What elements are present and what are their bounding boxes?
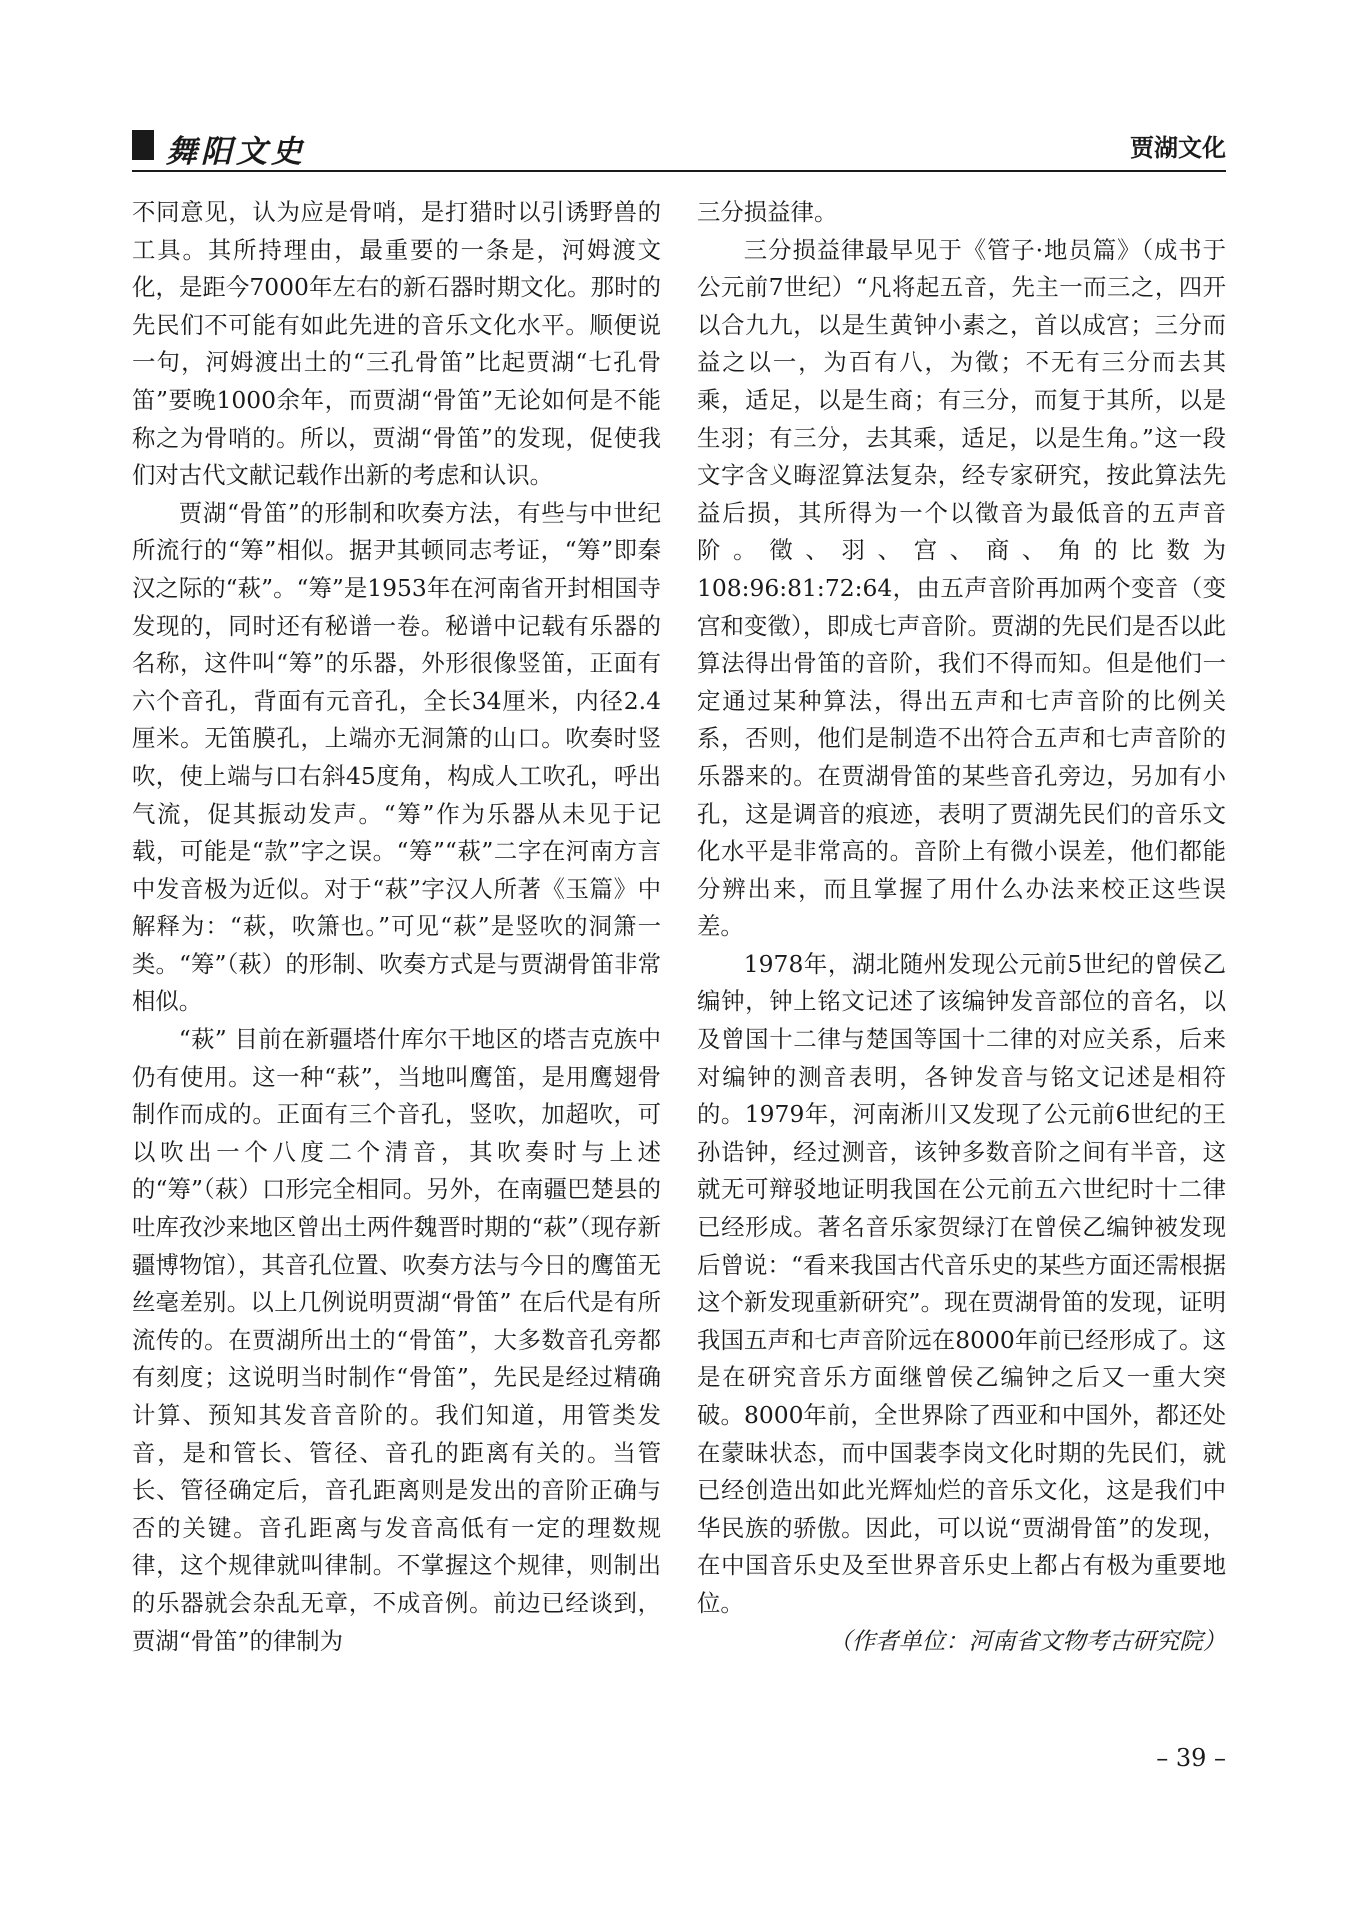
page-number: – 39 –: [1156, 1744, 1226, 1772]
left-column: [132, 194, 661, 1660]
paragraph: “萩” 目前在新疆塔什库尔干地区的塔吉克族中仍有使用。这一种“萩”，当地叫鹰笛，是用鹰翅骨制作而成的。正面有三个音孔，竖吹，加超吹，可以吹出一个八度二个清音，其吹奏时与上述的“筹”（萩）口形完全相同。另外，在南疆巴楚县的吐库孜沙来地区曾出土两件魏晋时期的“萩”（现存新疆博物馆），其音孔位置、吹奏方法与今日的鹰笛无丝毫差别。以上几例说明贾湖“骨笛” 在后代是有所流传的。在贾湖所出土的“骨笛”，大多数音孔旁都有刻度；这说明当时制作“骨笛”，先民是经过精确计算、预知其发音音阶的。我们知道，用管类发音，是和管长、管径、音孔的距离有关的。当管长、管径确定后，音孔距离则是发出的音阶正确与否的关键。音孔距离与发音高低有一定的理数规律，这个规律就叫律制。不掌握这个规律，则制出的乐器就会杂乱无章，不成音例。前边已经谈到，贾湖“骨笛”的律制为: [132, 1025, 661, 1655]
section-title: 贾湖文化: [1130, 134, 1226, 162]
paragraph: 不同意见，认为应是骨哨，是打猎时以引诱野兽的工具。其所持理由，最重要的一条是，河姆渡文化，是距今7000年左右的新石器时期文化。那时的先民们不可能有如此先进的音乐文化水平。顺便说一句，河姆渡出土的“三孔骨笛”比起贾湖“七孔骨笛”要晚1000余年，而贾湖“骨笛”无论如何是不能称之为骨哨的。所以，贾湖“骨笛”的发现，促使我们对古代文献记载作出新的考虑和认识。: [132, 198, 661, 490]
page-header: [132, 126, 1226, 170]
journal-title: 舞阳文史: [166, 134, 306, 170]
paragraph: 三分损益律最早见于《管子·地员篇》（成书于公元前7世纪）“凡将起五音，先主一而三之，四开以合九九，以是生黄钟小素之，首以成宫；三分而益之以一，为百有八，为徵；不无有三分而去其乘，适足，以是生商；有三分，而复于其所，以是生羽；有三分，去其乘，适足，以是生角。”这一段文字含义晦涩算法复杂，经专家研究，按此算法先益后损，其所得为一个以徵音为最低音的五声音阶。徵、羽、宫、商、角的比数为108:96:81:72:64，由五声音阶再加两个变音（变宫和变徵），即成七声音阶。贾湖的先民们是否以此算法得出骨笛的音阶，我们不得而知。但是他们一定通过某种算法，得出五声和七声音阶的比例关系，否则，他们是制造不出符合五声和七声音阶的乐器来的。在贾湖骨笛的某些音孔旁边，另加有小孔，这是调音的痕迹，表明了贾湖先民们的音乐文化水平是非常高的。音阶上有微小误差，他们都能分辨出来，而且掌握了用什么办法来校正这些误差。: [697, 235, 1226, 941]
header-block-mark: [132, 130, 154, 160]
right-column: [697, 194, 1226, 1660]
paragraph: 三分损益律。: [697, 198, 838, 226]
paragraph: 贾湖“骨笛”的形制和吹奏方法，有些与中世纪所流行的“筹”相似。据尹其顿同志考证，“筹”即秦汉之际的“萩”。“筹”是1953年在河南省开封相国寺发现的，同时还有秘谱一卷。秘谱中记载有乐器的名称，这件叫“筹”的乐器，外形很像竖笛，正面有六个音孔，背面有元音孔，全长34厘米，内径2.4厘米。无笛膜孔，上端亦无洞箫的山口。吹奏时竖吹，使上端与口右斜45度角，构成人工吹孔，呼出气流，促其振动发声。“筹”作为乐器从未见于记载，可能是“款”字之误。“筹”“萩”二字在河南方言中发音极为近似。对于“萩”字汉人所著《玉篇》中解释为：“萩，吹箫也。”可见“萩”是竖吹的洞箫一类。“筹”（萩）的形制、吹奏方式是与贾湖骨笛非常相似。: [132, 498, 661, 1016]
author-affiliation: （作者单位：河南省文物考古研究院）: [828, 1626, 1226, 1655]
header-rule: [132, 170, 1226, 172]
paragraph: 1978年，湖北随州发现公元前5世纪的曾侯乙编钟，钟上铭文记述了该编钟发音部位的音名，以及曾国十二律与楚国等国十二律的对应关系，后来对编钟的测音表明，各钟发音与铭文记述是相符的。1979年，河南淅川又发现了公元前6世纪的王孙诰钟，经过测音，该钟多数音阶之间有半音，这就无可辩驳地证明我国在公元前五六世纪时十二律已经形成。著名音乐家贺绿汀在曾侯乙编钟被发现后曾说：“看来我国古代音乐史的某些方面还需根据这个新发现重新研究”。现在贾湖骨笛的发现，证明我国五声和七声音阶远在8000年前已经形成了。这是在研究音乐方面继曾侯乙编钟之后又一重大突破。8000年前，全世界除了西亚和中国外，都还处在蒙昧状态，而中国裴李岗文化时期的先民们，就已经创造出如此光辉灿烂的音乐文化，这是我们中华民族的骄傲。因此，可以说“贾湖骨笛”的发现，在中国音乐史及至世界音乐史上都占有极为重要地位。: [697, 949, 1226, 1617]
